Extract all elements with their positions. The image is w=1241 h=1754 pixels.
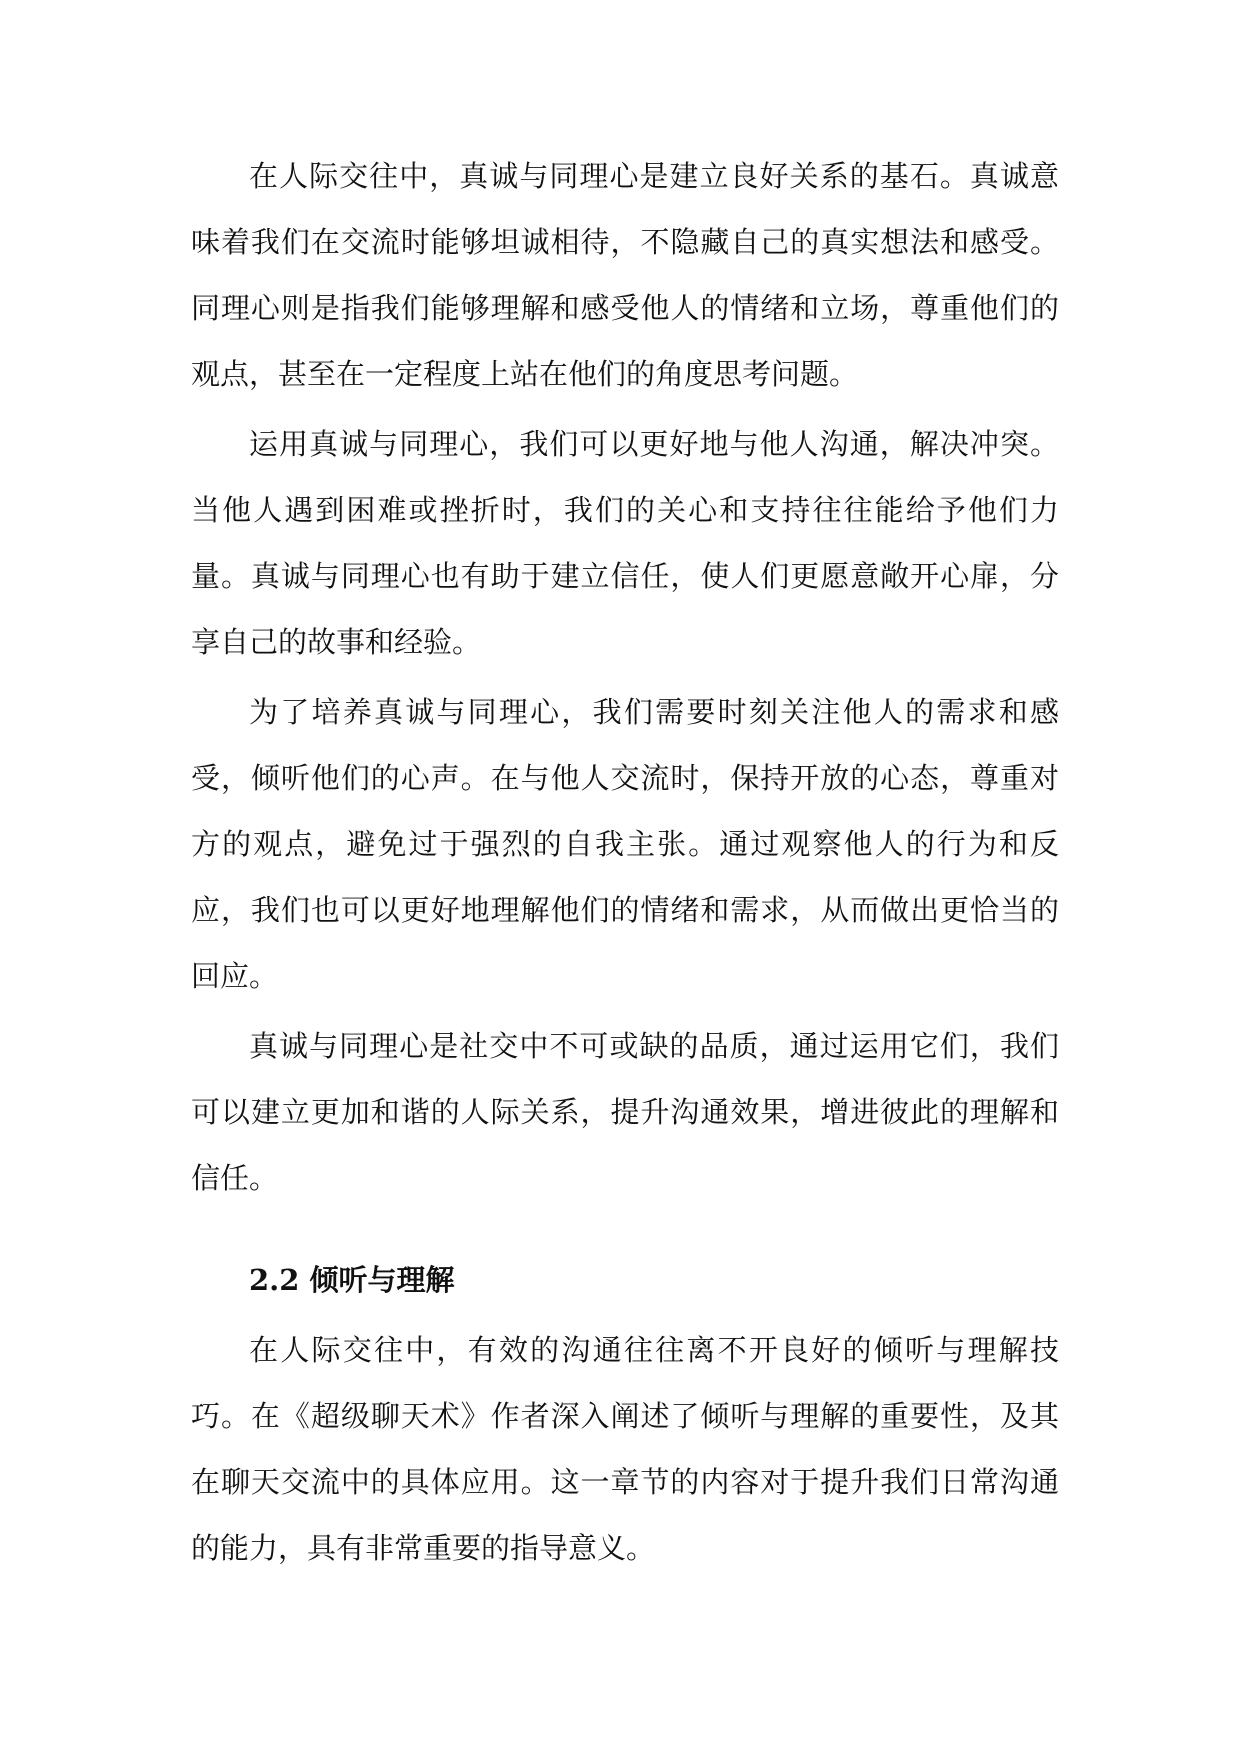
body-paragraph: 为了培养真诚与同理心，我们需要时刻关注他人的需求和感受，倾听他们的心声。在与他人交流时，保持开放的心态，尊重对方的观点，避免过于强烈的自我主张。通过观察他人的行为和反应，我们也可以更好地理解他们的情绪和需求，从而做出更恰当的回应。 <box>191 695 1059 993</box>
section-heading: 2.2 倾听与理解 <box>249 1263 455 1297</box>
body-paragraph: 运用真诚与同理心，我们可以更好地与他人沟通，解决冲突。当他人遇到困难或挫折时，我们的关心和支持往往能给予他们力量。真诚与同理心也有助于建立信任，使人们更愿意敞开心扉，分享自己的故事和经验。 <box>191 427 1059 659</box>
document-body <box>191 143 1059 1581</box>
body-paragraph: 在人际交往中，真诚与同理心是建立良好关系的基石。真诚意味着我们在交流时能够坦诚相待，不隐藏自己的真实想法和感受。同理心则是指我们能够理解和感受他人的情绪和立场，尊重他们的观点，甚至在一定程度上站在他们的角度思考问题。 <box>191 159 1059 391</box>
body-paragraph: 真诚与同理心是社交中不可或缺的品质，通过运用它们，我们可以建立更加和谐的人际关系，提升沟通效果，增进彼此的理解和信任。 <box>191 1029 1059 1195</box>
body-paragraph: 在人际交往中，有效的沟通往往离不开良好的倾听与理解技巧。在《超级聊天术》作者深入阐述了倾听与理解的重要性，及其在聊天交流中的具体应用。这一章节的内容对于提升我们日常沟通的能力，具有非常重要的指导意义。 <box>191 1333 1059 1565</box>
